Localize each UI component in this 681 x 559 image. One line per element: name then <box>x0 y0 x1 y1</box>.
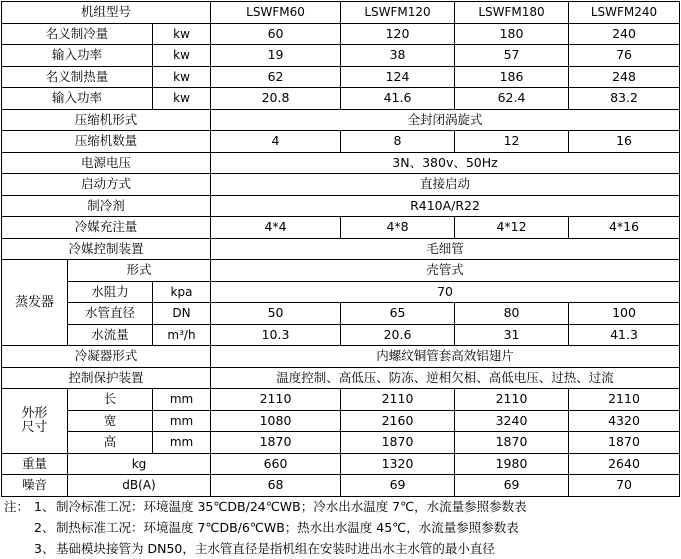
table-row <box>2 260 680 282</box>
row-label: 水管直径 <box>68 303 153 325</box>
cell-value: 8 <box>341 131 455 153</box>
row-unit: mm <box>153 410 211 432</box>
cell-value: 2110 <box>211 389 341 411</box>
cell-value: 4*4 <box>211 217 341 239</box>
cell-value: 内螺纹铜管套高效铝翅片 <box>211 346 680 368</box>
table-row <box>2 45 680 67</box>
row-unit: kw <box>153 23 211 45</box>
cell-value: R410A/R22 <box>211 195 680 217</box>
table-row <box>2 453 680 475</box>
cell-value: 毛细管 <box>211 238 680 260</box>
cell-value: 2640 <box>569 453 680 475</box>
row-label: 水阻力 <box>68 281 153 303</box>
table-row <box>2 389 680 411</box>
cell-value: 124 <box>341 66 455 88</box>
table-row <box>2 152 680 174</box>
row-unit: kw <box>153 66 211 88</box>
cell-value: 248 <box>569 66 680 88</box>
note-text: 基础模块接管为 DN50，主水管直径是指机组在安装时进出水主水管的最小直径 <box>56 541 495 556</box>
row-label: 冷媒充注量 <box>2 217 211 239</box>
cell-value: 1870 <box>341 432 455 454</box>
cell-value: 2110 <box>341 389 455 411</box>
note-text: 制热标准工况：环境温度 7℃DB/6℃WB；热水出水温度 45℃，水流量参照参数表 <box>56 520 519 535</box>
table-row <box>2 131 680 153</box>
row-label: 压缩机数量 <box>2 131 211 153</box>
cell-value: 186 <box>455 66 569 88</box>
cell-value: 12 <box>455 131 569 153</box>
spec-table <box>1 1 680 497</box>
table-row <box>2 195 680 217</box>
notes-section <box>4 496 527 559</box>
row-unit: kw <box>153 45 211 67</box>
cell-value: 68 <box>211 475 341 497</box>
table-row <box>2 109 680 131</box>
cell-value: 60 <box>211 23 341 45</box>
cell-value: 1870 <box>569 432 680 454</box>
row-label: 名义制冷量 <box>2 23 153 45</box>
table-row <box>2 432 680 454</box>
model-header: LSWFM180 <box>455 2 569 24</box>
cell-value: 76 <box>569 45 680 67</box>
row-unit: mm <box>153 432 211 454</box>
cell-value: 80 <box>455 303 569 325</box>
cell-value: 50 <box>211 303 341 325</box>
note-item <box>4 538 527 559</box>
table-row <box>2 238 680 260</box>
row-unit: kpa <box>153 281 211 303</box>
cell-value: 4 <box>211 131 341 153</box>
note-item <box>4 496 527 517</box>
table-row <box>2 410 680 432</box>
notes-prefix: 注： <box>4 499 30 514</box>
row-label: 高 <box>68 432 153 454</box>
cell-value: 4*16 <box>569 217 680 239</box>
cell-value: 660 <box>211 453 341 475</box>
table-row <box>2 346 680 368</box>
row-label: 电源电压 <box>2 152 211 174</box>
row-label: 压缩机形式 <box>2 109 211 131</box>
row-label: 控制保护装置 <box>2 367 211 389</box>
cell-value: 全封闭涡旋式 <box>211 109 680 131</box>
note-text: 制冷标准工况：环境温度 35℃DB/24℃WB；冷水出水温度 7℃，水流量参照参数表 <box>56 499 527 514</box>
cell-value: 直接启动 <box>211 174 680 196</box>
row-unit: dB(A) <box>68 475 211 497</box>
cell-value: 2110 <box>455 389 569 411</box>
header-row <box>2 2 680 24</box>
cell-value: 70 <box>211 281 680 303</box>
note-number: 3、 <box>34 541 55 556</box>
table-row <box>2 281 680 303</box>
dimensions-label-line2: 尺寸 <box>21 419 48 435</box>
cell-value: 2160 <box>341 410 455 432</box>
table-row <box>2 66 680 88</box>
cell-value: 180 <box>455 23 569 45</box>
cell-value: 温度控制、高低压、防冻、逆相欠相、高低电压、过热、过流 <box>211 367 680 389</box>
cell-value: 4320 <box>569 410 680 432</box>
cell-value: 3N、380v、50Hz <box>211 152 680 174</box>
cell-value: 1870 <box>211 432 341 454</box>
row-label: 名义制热量 <box>2 66 153 88</box>
cell-value: 65 <box>341 303 455 325</box>
row-unit: kg <box>68 453 211 475</box>
table-row <box>2 324 680 346</box>
row-label: 制冷剂 <box>2 195 211 217</box>
row-unit: DN <box>153 303 211 325</box>
cell-value: 1320 <box>341 453 455 475</box>
row-unit: kw <box>153 88 211 110</box>
cell-value: 240 <box>569 23 680 45</box>
table-row <box>2 475 680 497</box>
table-row <box>2 303 680 325</box>
cell-value: 41.3 <box>569 324 680 346</box>
cell-value: 57 <box>455 45 569 67</box>
cell-value: 壳管式 <box>211 260 680 282</box>
header-label: 机组型号 <box>2 2 211 24</box>
row-unit: mm <box>153 389 211 411</box>
cell-value: 1870 <box>455 432 569 454</box>
cell-value: 70 <box>569 475 680 497</box>
row-label: 形式 <box>68 260 211 282</box>
table-row <box>2 217 680 239</box>
cell-value: 62.4 <box>455 88 569 110</box>
row-label: 噪音 <box>2 475 68 497</box>
row-unit: m³/h <box>153 324 211 346</box>
cell-value: 120 <box>341 23 455 45</box>
cell-value: 16 <box>569 131 680 153</box>
cell-value: 38 <box>341 45 455 67</box>
cell-value: 69 <box>455 475 569 497</box>
table-row <box>2 88 680 110</box>
cell-value: 3240 <box>455 410 569 432</box>
cell-value: 41.6 <box>341 88 455 110</box>
cell-value: 1080 <box>211 410 341 432</box>
cell-value: 31 <box>455 324 569 346</box>
table-row <box>2 23 680 45</box>
table-row <box>2 367 680 389</box>
cell-value: 100 <box>569 303 680 325</box>
model-header: LSWFM240 <box>569 2 680 24</box>
note-item <box>4 517 527 538</box>
cell-value: 10.3 <box>211 324 341 346</box>
cell-value: 4*12 <box>455 217 569 239</box>
model-header: LSWFM60 <box>211 2 341 24</box>
cell-value: 4*8 <box>341 217 455 239</box>
row-label: 冷凝器形式 <box>2 346 211 368</box>
note-number: 2、 <box>34 520 55 535</box>
dimensions-label-line1: 外形 <box>21 405 48 421</box>
row-label: 输入功率 <box>2 45 153 67</box>
note-number: 1、 <box>34 499 55 514</box>
cell-value: 20.6 <box>341 324 455 346</box>
row-label: 水流量 <box>68 324 153 346</box>
row-label: 冷媒控制装置 <box>2 238 211 260</box>
cell-value: 2110 <box>569 389 680 411</box>
cell-value: 69 <box>341 475 455 497</box>
row-label: 长 <box>68 389 153 411</box>
table-row <box>2 174 680 196</box>
row-label: 输入功率 <box>2 88 153 110</box>
cell-value: 20.8 <box>211 88 341 110</box>
model-header: LSWFM120 <box>341 2 455 24</box>
cell-value: 19 <box>211 45 341 67</box>
cell-value: 1980 <box>455 453 569 475</box>
evaporator-group-label: 蒸发器 <box>2 260 68 346</box>
row-label: 启动方式 <box>2 174 211 196</box>
row-label: 重量 <box>2 453 68 475</box>
cell-value: 62 <box>211 66 341 88</box>
dimensions-group-label <box>2 389 68 454</box>
cell-value: 83.2 <box>569 88 680 110</box>
row-label: 宽 <box>68 410 153 432</box>
